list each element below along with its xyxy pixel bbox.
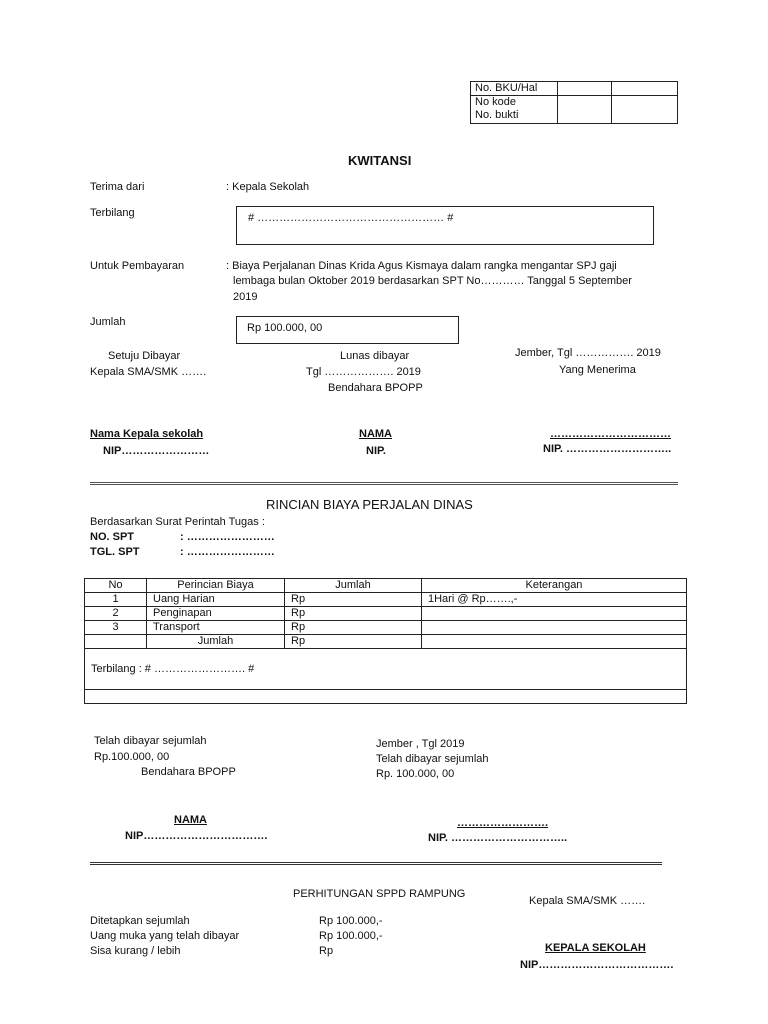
row-ket xyxy=(422,621,687,635)
setuju-dibayar: Setuju Dibayar xyxy=(108,350,181,362)
yang-menerima: Yang Menerima xyxy=(559,364,636,376)
kepala-sekolah-title: KEPALA SEKOLAH xyxy=(545,942,646,954)
jumlah-value: Rp 100.000, 00 xyxy=(247,322,323,334)
table-empty-cell xyxy=(85,690,687,704)
terbilang-label: Terbilang xyxy=(90,207,135,219)
row-item: Transport xyxy=(147,621,285,635)
nama-penerima: …………………………… xyxy=(550,428,671,440)
table-row xyxy=(85,593,687,607)
row-ket xyxy=(422,607,687,621)
paid-right-line1: Jember , Tgl 2019 xyxy=(376,738,465,750)
nama-bendahara: NAMA xyxy=(359,428,392,440)
table-row xyxy=(85,607,687,621)
ditetapkan-value: Rp 100.000,- xyxy=(319,915,383,927)
terbilang-value: # …………………………………………… # xyxy=(248,212,454,224)
paid-left-line1: Telah dibayar sejumlah xyxy=(94,735,207,747)
untuk-line2: lembaga bulan Oktober 2019 berdasarkan SPT No………… Tanggal 5 September xyxy=(233,275,632,287)
header-no: No xyxy=(85,579,147,593)
nip-kepala-sekolah: NIP…………………… xyxy=(103,445,210,457)
bku-table xyxy=(470,81,678,124)
lunas-dibayar: Lunas dibayar xyxy=(340,350,410,362)
terima-value: : Kepala Sekolah xyxy=(226,181,310,193)
total-empty xyxy=(85,635,147,649)
row-no: 3 xyxy=(85,621,147,635)
total-ket xyxy=(422,635,687,649)
paid-right-line3: Rp. 100.000, 00 xyxy=(376,768,455,780)
sppd-nip: NIP………………………………. xyxy=(520,959,674,971)
paid-nip-left: NIP……………………………. xyxy=(125,830,268,842)
kepala-sma-label: Kepala SMA/SMK ……. xyxy=(90,366,207,378)
table-terbilang-row xyxy=(85,649,687,690)
row-ket: 1Hari @ Rp…….,- xyxy=(422,593,687,607)
no-spt-value: : …………………… xyxy=(180,531,275,543)
rincian-dasar: Berdasarkan Surat Perintah Tugas : xyxy=(90,516,265,528)
tgl-spt-value: : …………………… xyxy=(180,546,275,558)
ditetapkan-label: Ditetapkan sejumlah xyxy=(90,915,190,927)
paid-dots-right: ……………………. xyxy=(457,817,549,829)
nip-penerima: NIP. ……………………….. xyxy=(543,443,672,455)
table-row xyxy=(85,621,687,635)
paid-nama: NAMA xyxy=(174,814,207,826)
bku-cell xyxy=(612,82,678,96)
bku-cell xyxy=(612,96,678,124)
row-no: 2 xyxy=(85,607,147,621)
terbilang-box xyxy=(236,206,654,245)
jumlah-box xyxy=(236,316,459,344)
tgl-spt-label: TGL. SPT xyxy=(90,546,140,558)
uangmuka-value: Rp 100.000,- xyxy=(319,930,383,942)
table-terbilang: Terbilang : # ……………………. # xyxy=(85,649,687,690)
section-divider xyxy=(90,482,678,485)
paid-right-line2: Telah dibayar sejumlah xyxy=(376,753,489,765)
row-jumlah: Rp xyxy=(285,593,422,607)
header-jumlah: Jumlah xyxy=(285,579,422,593)
equals-separator xyxy=(90,862,662,865)
table-header-row xyxy=(85,579,687,593)
jumlah-label: Jumlah xyxy=(90,316,126,328)
sisa-label: Sisa kurang / lebih xyxy=(90,945,181,957)
table-empty-row xyxy=(85,690,687,704)
tgl-lunas: Tgl ………………. 2019 xyxy=(306,366,421,378)
kode-bukti-label xyxy=(471,96,558,124)
sisa-value: Rp xyxy=(319,945,334,957)
paid-nip-right: NIP. ………………………….. xyxy=(428,832,568,844)
rincian-table xyxy=(84,578,687,704)
rincian-title: RINCIAN BIAYA PERJALAN DINAS xyxy=(266,497,473,512)
total-label: Jumlah xyxy=(147,635,285,649)
nip-bendahara: NIP. xyxy=(366,445,386,457)
header-perincian: Perincian Biaya xyxy=(147,579,285,593)
bku-cell xyxy=(558,96,612,124)
no-bukti-label: No. bukti xyxy=(475,109,519,121)
row-no: 1 xyxy=(85,593,147,607)
nama-kepala-sekolah: Nama Kepala sekolah xyxy=(90,428,204,440)
jember-tgl: Jember, Tgl ……………. 2019 xyxy=(515,347,661,359)
untuk-line3: 2019 xyxy=(233,291,258,303)
paid-left-line3: Bendahara BPOPP xyxy=(141,766,236,778)
row-jumlah: Rp xyxy=(285,607,422,621)
row-item: Penginapan xyxy=(147,607,285,621)
untuk-label: Untuk Pembayaran xyxy=(90,260,185,272)
total-value: Rp xyxy=(285,635,422,649)
bendahara-label: Bendahara BPOPP xyxy=(328,382,423,394)
row-jumlah: Rp xyxy=(285,621,422,635)
uangmuka-label: Uang muka yang telah dibayar xyxy=(90,930,240,942)
sppd-title: PERHITUNGAN SPPD RAMPUNG xyxy=(293,888,466,900)
untuk-line1: : Biaya Perjalanan Dinas Krida Agus Kismaya dalam rangka mengantar SPJ gaji xyxy=(226,260,617,272)
bku-label: No. BKU/Hal xyxy=(471,82,558,96)
kwitansi-title: KWITANSI xyxy=(348,153,412,168)
terima-label: Terima dari xyxy=(90,181,145,193)
bku-cell xyxy=(558,82,612,96)
table-total-row xyxy=(85,635,687,649)
paid-left-line2: Rp.100.000, 00 xyxy=(94,751,170,763)
row-item: Uang Harian xyxy=(147,593,285,607)
header-keterangan: Keterangan xyxy=(422,579,687,593)
no-spt-label: NO. SPT xyxy=(90,531,135,543)
no-kode-label: No kode xyxy=(475,96,516,108)
sppd-kepala-sma: Kepala SMA/SMK ……. xyxy=(529,895,646,907)
